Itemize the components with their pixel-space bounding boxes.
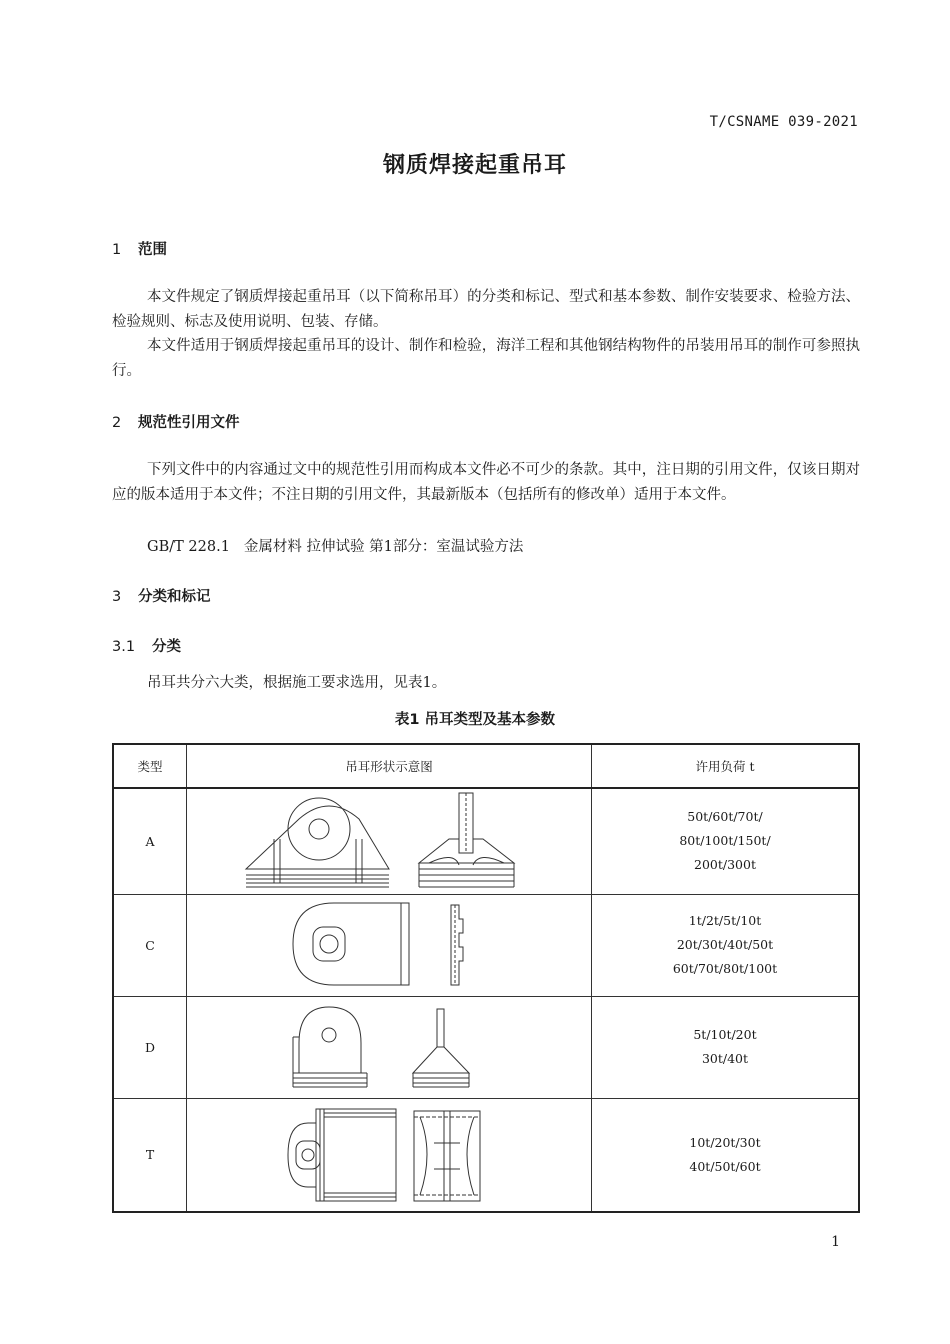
row-load [592, 996, 860, 1098]
section-1-heading [112, 238, 167, 259]
normative-reference [147, 535, 523, 556]
row-figure [187, 894, 592, 996]
row-type: A [113, 788, 187, 894]
table-row [113, 996, 859, 1098]
header-figure: 吊耳形状示意图 [187, 744, 592, 788]
section-1-paragraph-1: 本文件规定了钢质焊接起重吊耳（以下简称吊耳）的分类和标记、型式和基本参数、制作安装要求、检验方法、检验规则、标志及使用说明、包装、存储。 [112, 289, 860, 330]
lug-type-d-figure [289, 1003, 489, 1091]
lug-type-c-figure [289, 899, 489, 991]
row-load [592, 788, 860, 894]
row-type: D [113, 996, 187, 1098]
row-type: T [113, 1098, 187, 1212]
row-type: C [113, 894, 187, 996]
section-3-heading [112, 585, 211, 606]
table-header-row [113, 744, 859, 788]
table-row [113, 1098, 859, 1212]
header-type: 类型 [113, 744, 187, 788]
reference-code: GB/T 228.1 [147, 539, 230, 555]
load-value: 1t/2t/5t/10t [688, 913, 762, 928]
section-3-1-body [112, 671, 860, 696]
standard-code: T/CSNAME 039-2021 [709, 114, 858, 130]
load-value: 200t/300t [694, 857, 756, 873]
header-load: 许用负荷 t [592, 744, 860, 788]
section-1-paragraph-2: 本文件适用于钢质焊接起重吊耳的设计、制作和检验，海洋工程和其他钢结构物件的吊装用吊耳的制作可参照执行。 [112, 338, 860, 379]
load-value: 60t/70t/80t/100t [672, 961, 778, 976]
row-figure [187, 1098, 592, 1212]
lifting-lug-table [112, 743, 860, 1213]
document-title: 钢质焊接起重吊耳 [382, 153, 567, 178]
load-value: 30t/40t [701, 1051, 749, 1066]
section-3-number: 3 [112, 589, 122, 605]
section-3-1-heading [112, 635, 181, 656]
load-value: 50t/60t/70t/ [687, 809, 763, 825]
table-1-caption: 表1 吊耳类型及基本参数 [394, 712, 556, 728]
row-figure [187, 788, 592, 894]
section-1-number: 1 [112, 242, 122, 258]
section-2-heading [112, 411, 240, 432]
row-load [592, 894, 860, 996]
section-3-1-title: 分类 [152, 639, 181, 655]
lug-type-t-figure [284, 1103, 494, 1207]
section-2-number: 2 [112, 415, 122, 431]
load-value: 5t/10t/20t [693, 1027, 757, 1042]
section-3-1-number: 3.1 [112, 639, 136, 655]
section-2-paragraph: 下列文件中的内容通过文中的规范性引用而构成本文件必不可少的条款。其中，注日期的引用文件，仅该日期对应的版本适用于本文件；不注日期的引用文件，其最新版本（包括所有的修改单）适用于本文件。 [112, 462, 860, 503]
section-3-title: 分类和标记 [138, 589, 211, 605]
table-row [113, 894, 859, 996]
load-value: 20t/30t/40t/50t [676, 937, 774, 952]
load-value: 10t/20t/30t [689, 1134, 761, 1150]
section-2-body [112, 458, 860, 507]
section-3-1-paragraph: 吊耳共分六大类，根据施工要求选用，见表1。 [147, 675, 447, 691]
section-1-body [112, 285, 860, 383]
reference-name: 金属材料 拉伸试验 第1部分：室温试验方法 [243, 539, 524, 555]
row-figure [187, 996, 592, 1098]
section-2-title: 规范性引用文件 [138, 415, 240, 431]
section-1-title: 范围 [138, 242, 167, 258]
load-value: 80t/100t/150t/ [679, 833, 771, 849]
row-load [592, 1098, 860, 1212]
table-row [113, 788, 859, 894]
load-value: 40t/50t/60t [689, 1158, 761, 1174]
page-number: 1 [831, 1234, 840, 1250]
lug-type-a-figure [244, 791, 534, 891]
